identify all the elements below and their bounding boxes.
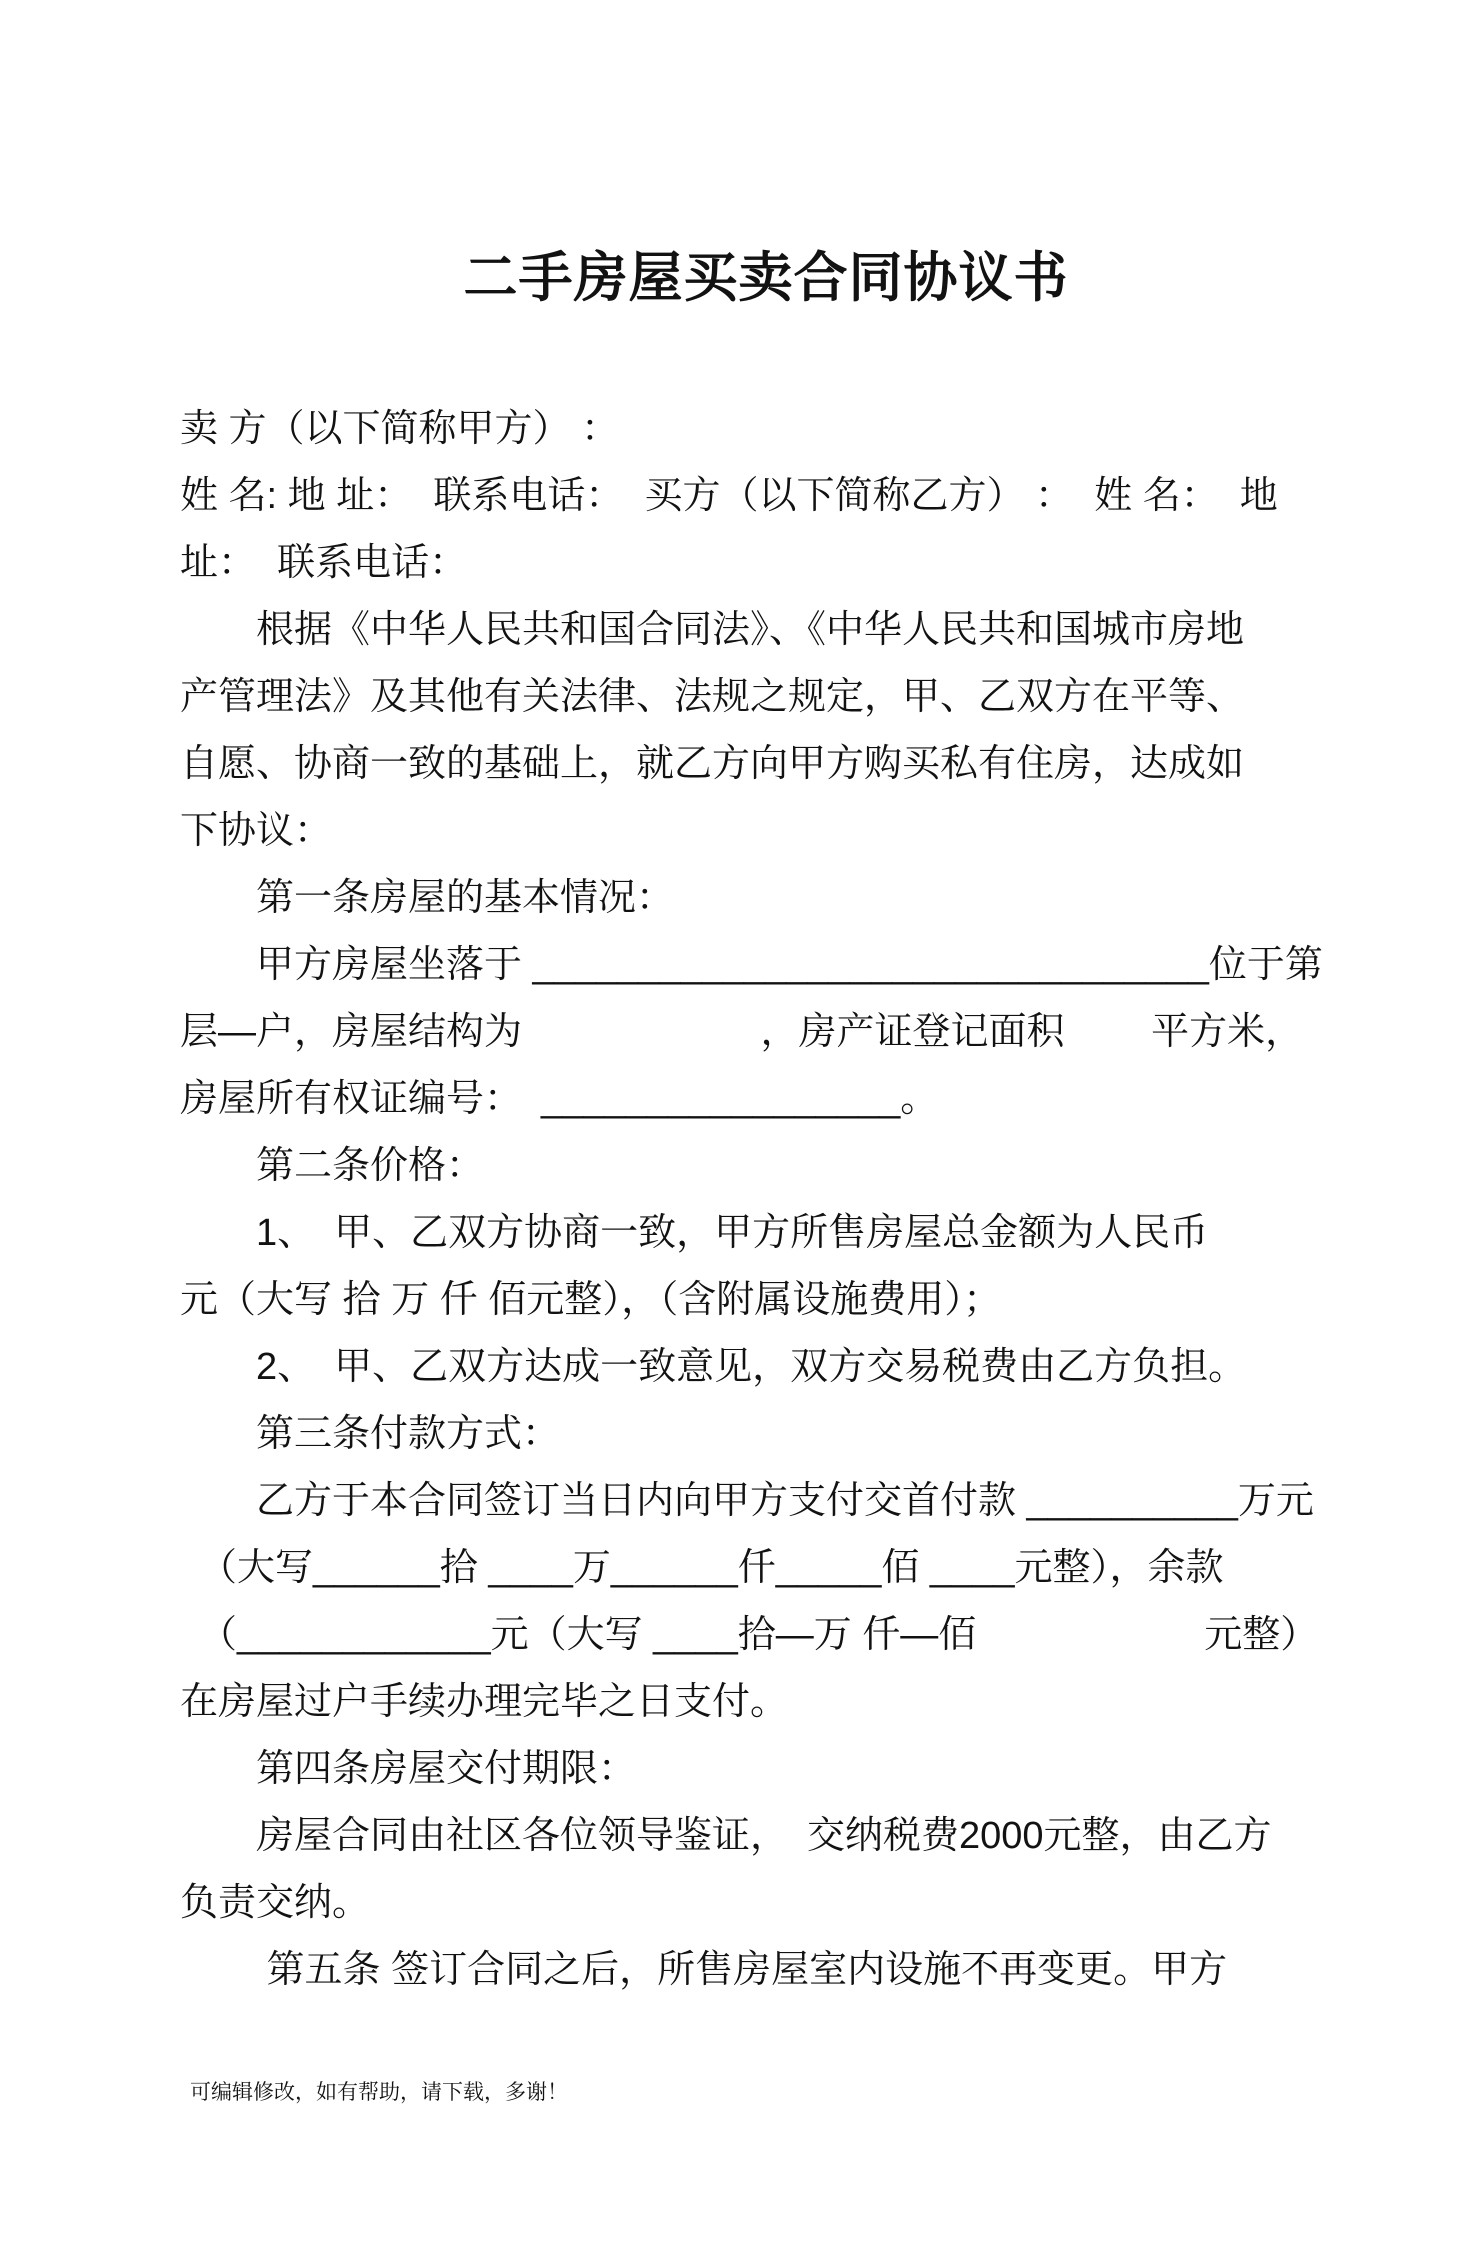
- contract-line: 根据《中华人民共和国合同法》、《中华人民共和国城市房地: [180, 609, 1245, 651]
- contract-line: 负责交纳。: [180, 1882, 371, 1924]
- contract-line: 1、 甲、乙双方协商一致，甲方所售房屋总金额为人民币: [180, 1212, 1209, 1254]
- contract-line: 元（大写 拾 万 仟 佰元整），（含附属设施费用）；: [180, 1279, 1002, 1321]
- clause-heading-line: 第一条房屋的基本情况：: [180, 877, 675, 919]
- document-title: 二手房屋买卖合同协议书: [463, 248, 1069, 308]
- contract-line: 2、 甲、乙双方达成一致意见，双方交易税费由乙方负担。: [180, 1346, 1247, 1388]
- contract-line: 第五条 签订合同之后，所售房屋室内设施不再变更。甲方: [180, 1949, 1228, 1991]
- contract-line: 址： 联系电话：: [180, 542, 468, 584]
- contract-line: 甲方房屋坐落于 ________________________________位于第: [180, 944, 1323, 986]
- contract-line: （____________元（大写 ____拾—万 仟—佰 元整）: [180, 1614, 1319, 1656]
- contract-line: 在房屋过户手续办理完毕之日支付。: [180, 1681, 789, 1723]
- clause-heading-line: 第三条付款方式：: [180, 1413, 561, 1455]
- contract-line: 房屋所有权证编号： _________________。: [180, 1078, 939, 1120]
- document-body: [180, 396, 1440, 2004]
- contract-line: 产管理法》及其他有关法律、法规之规定，甲、乙双方在平等、: [180, 676, 1245, 718]
- footer-note: 可编辑修改，如有帮助，请下载，多谢！: [190, 2081, 568, 2104]
- contract-line-seller: 卖 方（以下简称甲方） ：: [180, 408, 620, 450]
- contract-line: 层—户，房屋结构为 ，房产证登记面积 平方米，: [180, 1011, 1304, 1053]
- clause-heading-line: 第四条房屋交付期限：: [180, 1748, 637, 1790]
- contract-line: （大写______拾 ____万______仟_____佰 ____元整），余款: [180, 1547, 1224, 1589]
- contract-line: 自愿、协商一致的基础上，就乙方向甲方购买私有住房，达成如: [180, 743, 1245, 785]
- contract-line: 乙方于本合同签订当日内向甲方支付交首付款 __________万元: [180, 1480, 1314, 1522]
- contract-line: 房屋合同由社区各位领导鉴证， 交纳税费2000元整，由乙方: [180, 1815, 1272, 1857]
- contract-line: 下协议：: [180, 810, 333, 852]
- contract-line: 姓 名: 地 址： 联系电话： 买方（以下简称乙方） ： 姓 名： 地: [180, 475, 1278, 517]
- clause-heading-line: 第二条价格：: [180, 1145, 485, 1187]
